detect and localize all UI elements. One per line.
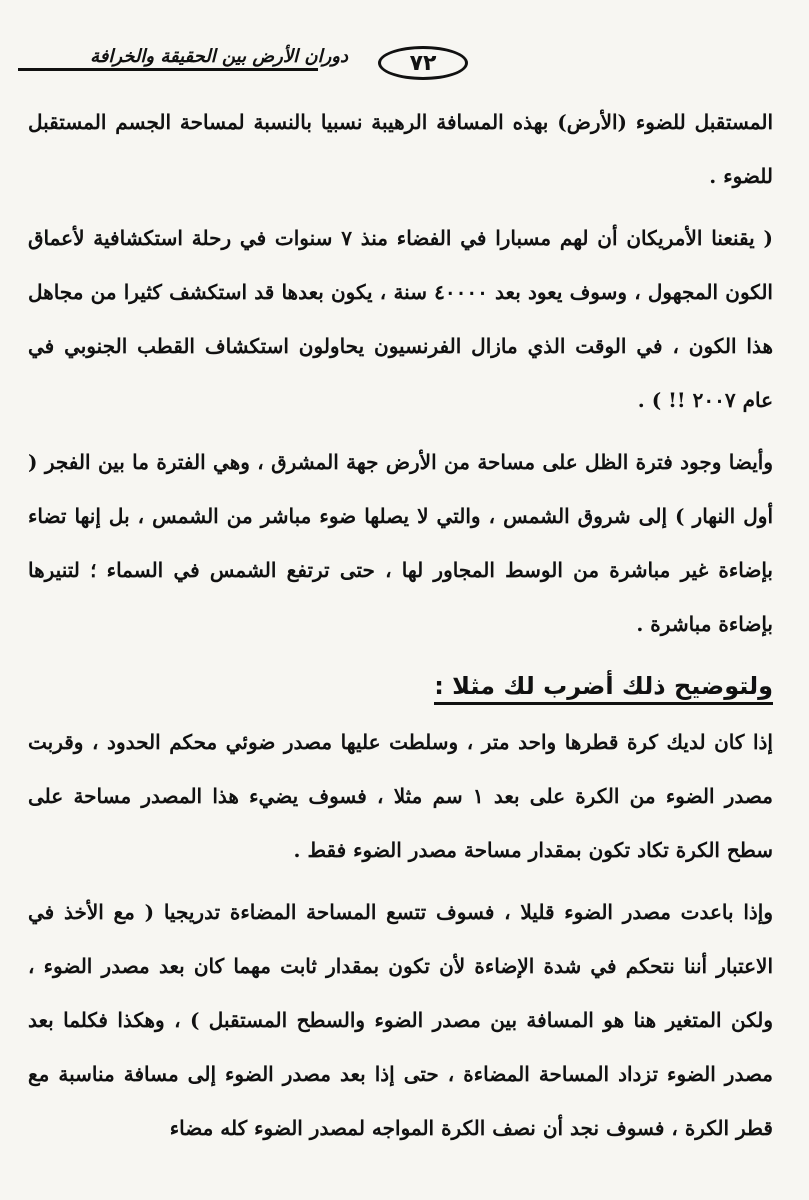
running-title: دوران الأرض بين الحقيقة والخرافة	[90, 46, 348, 67]
paragraph-3: وأيضا وجود فترة الظل على مساحة من الأرض جهة المشرق ، وهي الفترة ما بين الفجر ( أول النهار ) إلى شروق الشمس ، والتي لا يصلها ضوء مباشر من الشمس ، بل إنها تضاء بإضاءة غير مباشرة من الوسط المجاور لها ، حتى ترتفع الشمس في السماء ؛ لتنيرها بإضاءة مباشرة .	[28, 450, 773, 636]
paragraph-1: المستقبل للضوء (الأرض) بهذه المسافة الرهيبة نسبيا بالنسبة لمساحة الجسم المستقبل للضوء .	[28, 110, 773, 188]
paragraph-4: إذا كان لديك كرة قطرها واحد متر ، وسلطت عليها مصدر ضوئي محكم الحدود ، وقربت مصدر الضوء من الكرة على بعد ١ سم مثلا ، فسوف يضيء هذا المصدر مساحة على سطح الكرة تكاد تكون بمقدار مساحة مصدر الضوء فقط .	[28, 730, 773, 862]
running-header	[18, 38, 788, 78]
paragraph-5: وإذا باعدت مصدر الضوء قليلا ، فسوف تتسع المساحة المضاءة تدريجيا ( مع الأخذ في الاعتبار أننا نتحكم في شدة الإضاءة لأن تكون بمقدار ثابت مهما كان بعد مصدر الضوء ، ولكن المتغير هنا هو المسافة بين مصدر الضوء والسطح المستقبل ) ، وهكذا فكلما بعد مصدر الضوء تزداد المساحة المضاءة ، حتى إذا بعد مصدر الضوء إلى مسافة مناسبة مع قطر الكرة ، فسوف نجد أن نصف الكرة المواجه لمصدر الضوء كله مضاء	[28, 900, 773, 1140]
page-number: ٧٢	[378, 46, 468, 80]
page-body	[28, 95, 773, 1163]
section-heading-text: ولتوضيح ذلك أضرب لك مثلا :	[434, 672, 773, 705]
section-heading	[28, 659, 773, 713]
paragraph-2: ( يقنعنا الأمريكان أن لهم مسبارا في الفضاء منذ ٧ سنوات في رحلة استكشافية لأعماق الكون المجهول ، وسوف يعود بعد ٤٠٠٠٠ سنة ، يكون بعدها قد استكشف كثيرا من مجاهل هذا الكون ، في الوقت الذي مازال الفرنسيون يحاولون استكشاف القطب الجنوبي في عام ٢٠٠٧ !! ) .	[28, 226, 773, 412]
